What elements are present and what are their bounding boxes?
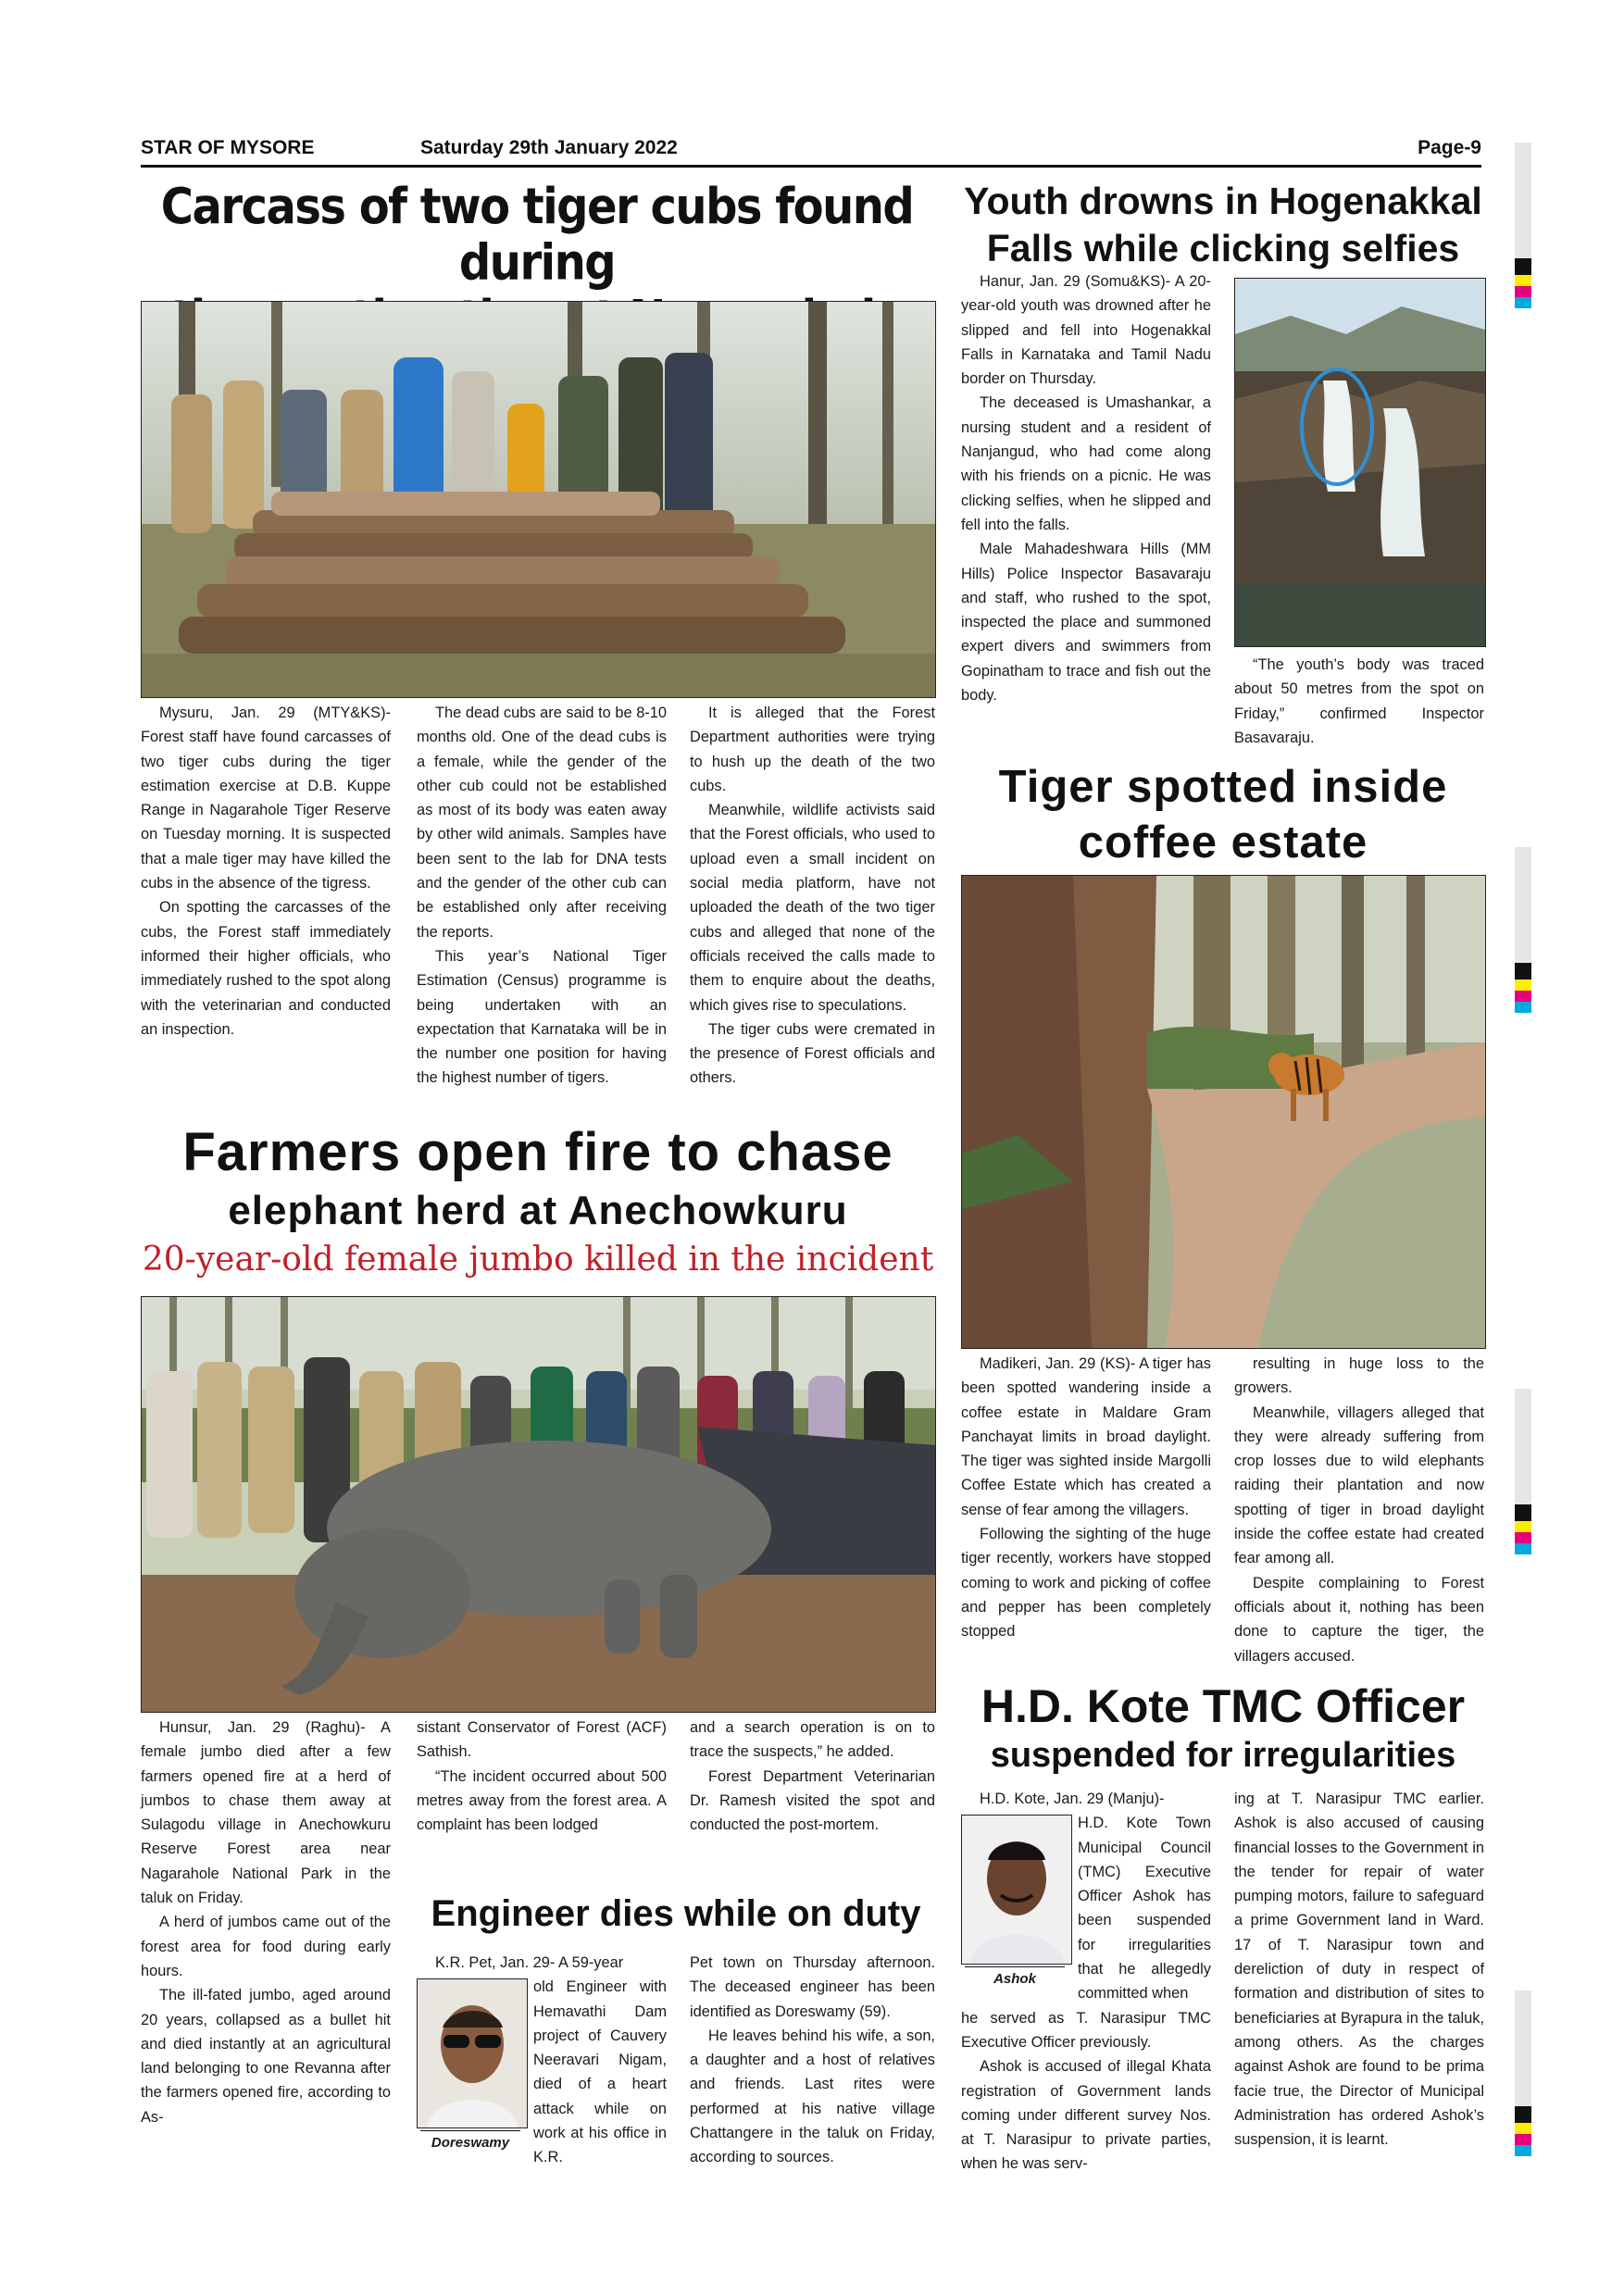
color-swatch-yellow	[1515, 1521, 1531, 1532]
headline-tiger-cubs: Carcass of two tiger cubs found during	[160, 177, 914, 292]
tmc-photo-caption: Ashok	[965, 1966, 1065, 1991]
elephant-column-2: sistant Conservator of Forest (ACF) Sathish. “The incident occurred about 500 metres away from the forest area. A complaint has been lodged	[417, 1719, 667, 1834]
photo-tiger-coffee-estate	[961, 875, 1486, 1349]
engineer-column-2: Pet town on Thursday afternoon. The deceased engineer has been identified as Doreswamy (59). He leaves behind his wife, a son, a daughter and a host of relatives and friends. Last rites were performed at his native village Chattangere in the taluk on Friday, according to sources.	[690, 1954, 935, 2166]
headline-tiger-coffee: Tiger spotted inside coffee estate	[998, 762, 1448, 867]
engineer-portrait	[417, 1978, 526, 2151]
photo-dead-elephant	[141, 1296, 936, 1713]
elephant-photo	[142, 1297, 935, 1712]
color-swatch-cyan	[1515, 1543, 1531, 1554]
engineer-column-1: K.R. Pet, Jan. 29- A 59-year Doreswamy old Engineer with Hemavathi Dam project of Cauvery Neeravari Nigam, died of a heart attack while on work at his office in K.R.	[417, 1951, 667, 2170]
color-swatch-cyan	[1515, 2145, 1531, 2156]
tmc-column-1: H.D. Kote, Jan. 29 (Manju)- Ashok H.D. Kote Town Municipal Council (TMC) Executive Officer Ashok has been suspended for irregularities that he allegedly committed when he served as T. Narasipur TMC Executive Officer previously. Ashok is accused of illegal Khata registration of Government lands coming under different survey Nos. at T. Narasipur to private parties, when he was serv-	[961, 1791, 1211, 2173]
tiger-cubs-column-2: The dead cubs are said to be 8-10 months old. One of the dead cubs is a female, while the gender of the other cub could not be established as most of its body was eaten away by other wild animals. Samples have been sent to the lab for DNA tests and the gender of the other cub can be established only after receiving the reports. This year’s National Tiger Estimation (Census) programme is being undertaken with an expectation that Karnataka will be in the number one position for having the highest number of tigers.	[417, 705, 667, 1087]
color-swatch-cyan	[1515, 1002, 1531, 1013]
headline-tmc-line-1: H.D. Kote TMC Officer	[981, 1680, 1466, 1732]
subheadline-elephant: 20-year-old female jumbo killed in the incident	[142, 1241, 934, 1279]
color-swatch-magenta	[1515, 1532, 1531, 1543]
elephant-column-3: and a search operation is on to trace the suspects,” he added. Forest Department Veterinarian Dr. Ramesh visited the spot and conducted the post-mortem.	[690, 1719, 935, 1834]
color-swatch-yellow	[1515, 275, 1531, 286]
color-swatch-black	[1515, 258, 1531, 275]
paper-name: STAR OF MYSORE	[141, 137, 315, 158]
issue-date: Saturday 29th January 2022	[420, 137, 678, 158]
waterfall-photo	[1235, 279, 1485, 646]
engineer-wrap-text: old Engineer with Hemavathi Dam project of Cauvery Neeravari Nigam, died of a heart attack while on work at his office in K.R.	[533, 1978, 667, 2166]
color-swatch-black	[1515, 1504, 1531, 1521]
photo-tiger-cubs-carcass	[141, 301, 936, 698]
color-swatch-cyan	[1515, 297, 1531, 308]
elephant-column-1: Hunsur, Jan. 29 (Raghu)- A female jumbo died after a few farmers opened fire at a herd of jumbos to chase them away at Sulagodu village in Anechowkuru Reserve Forest area near Nagarahole National Park in the taluk on Friday. A herd of jumbos came out of the forest area for food during early hours. The ill-fated jumbo, aged around 20 years, collapsed as a bullet hit and died instantly at an agricultural land belonging to one Revanna after the farmers opened fire, according to As-	[141, 1719, 391, 2126]
color-swatch-yellow	[1515, 980, 1531, 991]
forest-officials-photo	[142, 302, 935, 697]
tmc-wrap-text: H.D. Kote Town Municipal Council (TMC) Executive Officer Ashok has been suspended for irregularities that he allegedly committed when	[1078, 1815, 1211, 2003]
page-number: Page-9	[1418, 137, 1481, 158]
registration-bar	[1515, 1990, 1531, 2106]
color-swatch-magenta	[1515, 286, 1531, 297]
page-header	[141, 137, 1481, 168]
ashok-photo	[961, 1815, 1072, 1965]
tiger-on-path-photo	[962, 876, 1485, 1348]
color-swatch-magenta	[1515, 991, 1531, 1002]
hogenakkal-column-1: Hanur, Jan. 29 (Somu&KS)- A 20-year-old youth was drowned after he slipped and fell into Hogenakkal Falls in Karnataka and Tamil Nadu border on Thursday. The deceased is Umashankar, a nursing student and a resident of Nanjangud, who had come along with his friends on a picnic. He was clicking selfies, when he slipped and fell into the falls. Male Mahadeshwara Hills (MM Hills) Police Inspector Basavaraju and staff, who rushed to the spot, inspected the place and summoned expert divers and swimmers from Gopinatham to trace and fish out the body.	[961, 273, 1211, 705]
color-swatch-magenta	[1515, 2134, 1531, 2145]
tmc-portrait	[961, 1815, 1070, 1987]
headline-tmc-line-2: suspended for irregularities	[990, 1736, 1456, 1775]
headline-elephant-line-2: elephant herd at Anechowkuru	[228, 1188, 848, 1233]
headline-hogenakkal: Youth drowns in Hogenakkal Falls while clicking selfies	[964, 180, 1482, 269]
color-swatch-black	[1515, 2106, 1531, 2123]
registration-bar	[1515, 1389, 1531, 1504]
tmc-column-2: ing at T. Narasipur TMC earlier. Ashok is also accused of causing financial losses to the Government in the tender for repair of water pumping motors, failure to safeguard a prime Government land in Ward. 17 of T. Narasipur town and dereliction of duty in respect of formation and distribution of sites to beneficiaries at Byrapura in the taluk, among others. As the charges against Ashok are found to be prima facie true, the Director of Municipal Administration has ordered Ashok’s suspension, it is learnt.	[1234, 1791, 1484, 2149]
doreswamy-photo	[417, 1978, 528, 2128]
hogenakkal-column-2: “The youth’s body was traced about 50 metres from the spot on Friday,” confirmed Inspector Basavaraju.	[1234, 656, 1484, 746]
registration-bar	[1515, 143, 1531, 258]
color-swatch-yellow	[1515, 2123, 1531, 2134]
color-swatch-black	[1515, 963, 1531, 980]
photo-hogenakkal-falls	[1234, 278, 1486, 647]
tiger-cubs-column-3: It is alleged that the Forest Department authorities were trying to hush up the death of the two cubs. Meanwhile, wildlife activists said that the Forest officials, who used to upload even a small incident on social media platform, have not uploaded the death of the two tiger cubs and alleged that none of the officials received the calls made to them to enquire about the deaths, which gives rise to speculations. The tiger cubs were cremated in the presence of Forest officials and others.	[690, 705, 935, 1087]
headline-engineer: Engineer dies while on duty	[431, 1893, 921, 1934]
registration-bar	[1515, 847, 1531, 963]
tiger-coffee-column-2: resulting in huge loss to the growers. Meanwhile, villagers alleged that they were already suffering from crop losses due to wild elephants raiding their plantation and now spotting of tiger in broad daylight inside the coffee estate had created fear among all. Despite complaining to Forest officials about it, nothing has been done to capture the tiger, the villagers accused.	[1234, 1355, 1484, 1665]
headline-elephant-line-1: Farmers open fire to chase	[182, 1122, 893, 1182]
engineer-photo-caption: Doreswamy	[420, 2130, 520, 2155]
tiger-cubs-column-1: Mysuru, Jan. 29 (MTY&KS)- Forest staff have found carcasses of two tiger cubs during the tiger estimation exercise at D.B. Kuppe Range in Nagarahole Tiger Reserve on Tuesday morning. It is suspected that a male tiger may have killed the cubs in the absence of the tigress. On spotting the carcasses of the cubs, the Forest staff immediately informed their higher officials, who immediately rushed to the spot along with the veterinarian and conducted an inspection.	[141, 705, 391, 1038]
tiger-coffee-column-1: Madikeri, Jan. 29 (KS)- A tiger has been spotted wandering inside a coffee estate in Maldare Gram Panchayat limits in broad daylight. The tiger was sighted inside Margolli Coffee Estate which has created a sense of fear among the villagers. Following the sighting of the huge tiger recently, workers have stopped coming to work and picking of coffee and pepper has been completely stopped	[961, 1355, 1211, 1641]
